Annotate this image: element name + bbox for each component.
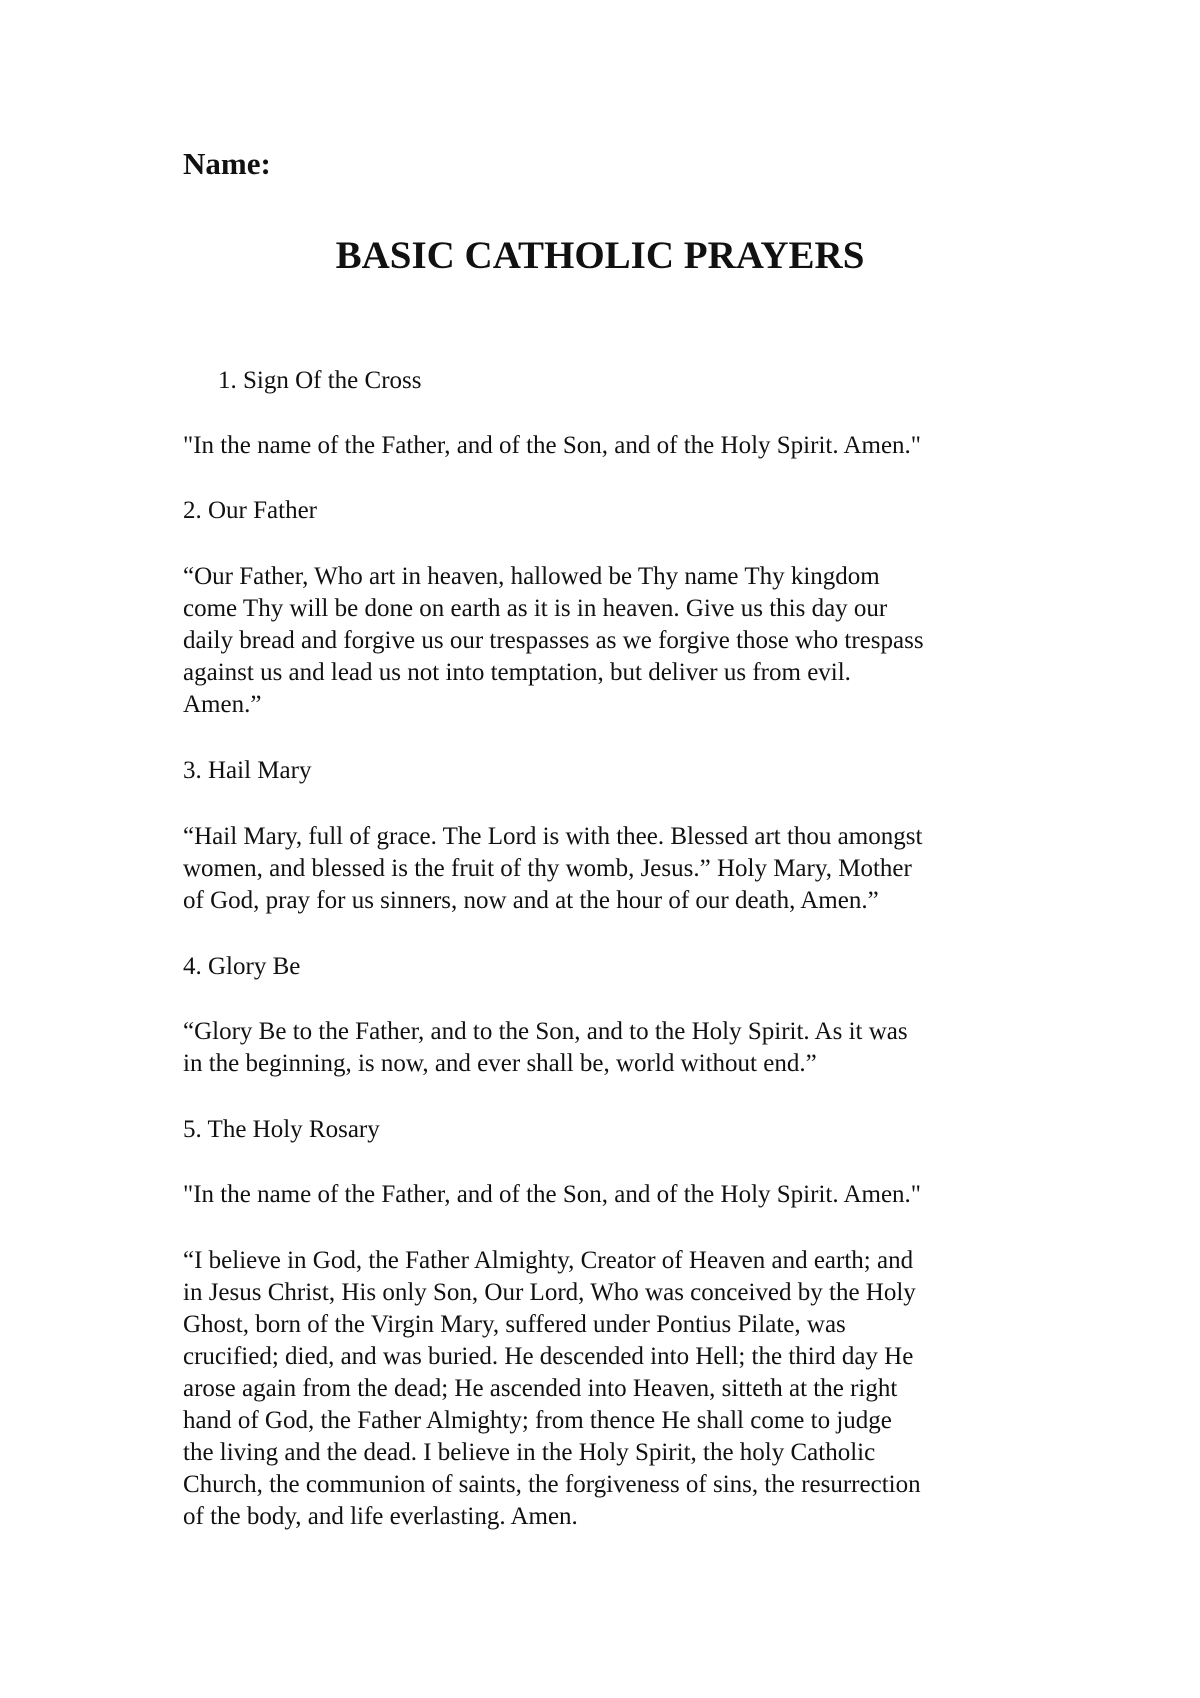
name-label: Name: [183,146,271,181]
prayer-text-line: against us and lead us not into temptation, but deliver us from evil. [183,659,851,686]
prayer-text-line: “Hail Mary, full of grace. The Lord is with thee. Blessed art thou amongst [183,823,923,850]
prayer-text-line: come Thy will be done on earth as it is in heaven. Give us this day our [183,595,888,622]
creed-text-line: in Jesus Christ, His only Son, Our Lord, Who was conceived by the Holy [183,1279,916,1306]
page-title: BASIC CATHOLIC PRAYERS [335,234,865,277]
prayer-heading-hail-mary: 3. Hail Mary [183,757,312,784]
creed-text-line: arose again from the dead; He ascended into Heaven, sitteth at the right [183,1375,898,1402]
creed-text-line: of the body, and life everlasting. Amen. [183,1503,578,1530]
prayer-heading-holy-rosary: 5. The Holy Rosary [183,1116,380,1143]
creed-text-line: crucified; died, and was buried. He descended into Hell; the third day He [183,1343,914,1370]
prayer-text-line: in the beginning, is now, and ever shall be, world without end.” [183,1050,817,1077]
creed-text-line: Ghost, born of the Virgin Mary, suffered under Pontius Pilate, was [183,1311,846,1338]
creed-text-line: Church, the communion of saints, the forgiveness of sins, the resurrection [183,1471,921,1498]
creed-text-line: hand of God, the Father Almighty; from thence He shall come to judge [183,1407,892,1434]
prayer-text-line: “Glory Be to the Father, and to the Son, and to the Holy Spirit. As it was [183,1018,908,1045]
prayer-text-line: Amen.” [183,691,262,718]
prayer-heading-sign-of-the-cross: 1. Sign Of the Cross [218,367,422,394]
creed-text-line: “I believe in God, the Father Almighty, Creator of Heaven and earth; and [183,1247,914,1274]
prayer-heading-our-father: 2. Our Father [183,497,317,524]
prayer-text-line: “Our Father, Who art in heaven, hallowed be Thy name Thy kingdom [183,563,880,590]
creed-text-line: the living and the dead. I believe in the Holy Spirit, the holy Catholic [183,1439,876,1466]
prayer-text-line: "In the name of the Father, and of the Son, and of the Holy Spirit. Amen." [183,1181,922,1208]
prayer-heading-glory-be: 4. Glory Be [183,953,301,980]
prayer-text-line: women, and blessed is the fruit of thy womb, Jesus.” Holy Mary, Mother [183,855,912,882]
prayer-text-line: daily bread and forgive us our trespasses as we forgive those who trespass [183,627,924,654]
prayer-text-line: of God, pray for us sinners, now and at the hour of our death, Amen.” [183,887,879,914]
prayer-text-line: "In the name of the Father, and of the Son, and of the Holy Spirit. Amen." [183,432,922,459]
